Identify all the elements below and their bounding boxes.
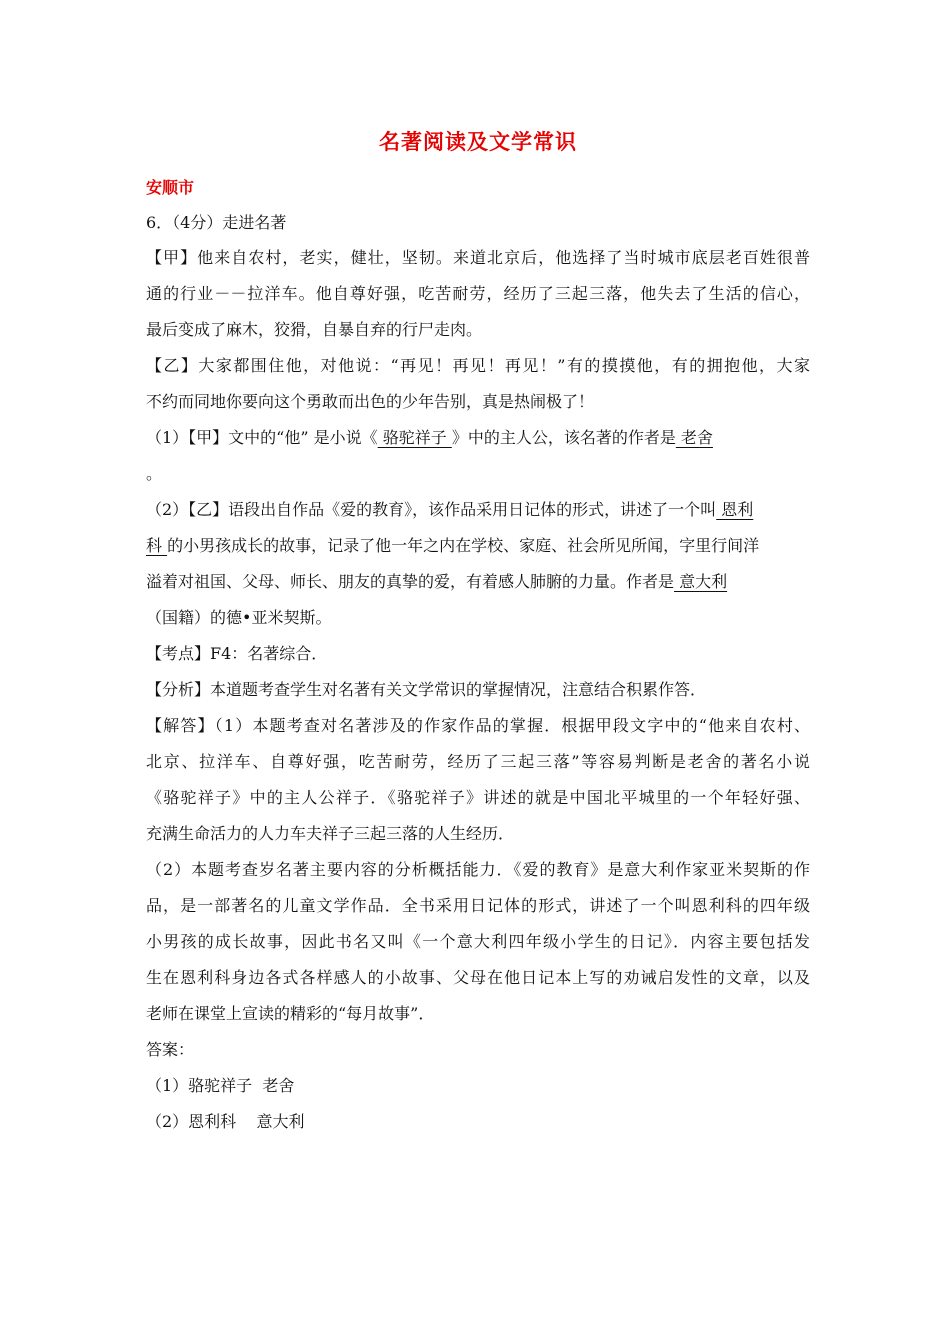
document-title: 名著阅读及文学常识 bbox=[379, 129, 577, 154]
question-number: 6．（4分）走进名著 bbox=[146, 213, 287, 232]
q2-line2-rest: 的小男孩成长的故事，记录了他一年之内在学校、家庭、社会所见所闻，字里行间洋 bbox=[167, 536, 760, 555]
q1-prefix: （1）【甲】文中的“他” 是小说《 bbox=[146, 428, 378, 447]
q2-line-3 bbox=[146, 564, 810, 600]
part2-line-3: 小男孩的成长故事，因此书名又叫《一个意大利四年级小学生的日记》．内容主要包括发 bbox=[146, 932, 810, 951]
jia-line-1: 【甲】他来自农村，老实，健壮，坚韧。来道北京后，他选择了当时城市底层老百姓很普 bbox=[146, 248, 810, 267]
part2-line-2: 品，是一部著名的儿童文学作品．全书采用日记体的形式，讲述了一个叫恩利科的四年级 bbox=[146, 896, 810, 915]
jia-line-3: 最后变成了麻木，狡猾，自暴自弃的行尸走肉。 bbox=[146, 320, 483, 339]
jieda-line-4: 充满生命活力的人力车夫祥子三起三落的人生经历． bbox=[146, 824, 515, 843]
jieda-line-3: 《骆驼祥子》中的主人公祥子．《骆驼祥子》讲述的就是中国北平城里的一个年轻好强、 bbox=[146, 788, 810, 807]
jia-line-2: 通的行业－－拉洋车。他自尊好强，吃苦耐劳，经历了三起三落，他失去了生活的信心， bbox=[146, 284, 810, 303]
q2-line-1 bbox=[146, 492, 810, 528]
q1-middle: 》中的主人公，该名著的作者是 bbox=[451, 428, 676, 447]
yi-line-2: 不约而同地你要向这个勇敢而出色的少年告别，真是热闹极了！ bbox=[146, 392, 595, 411]
answer-label: 答案： bbox=[146, 1040, 195, 1059]
part2-line-4: 生在恩利科身边各式各样感人的小故事、父母在他日记本上写的劝诫启发性的文章，以及 bbox=[146, 968, 810, 987]
q1-end: 。 bbox=[146, 464, 163, 483]
q2-line-2 bbox=[146, 528, 810, 564]
q1-line bbox=[146, 420, 810, 456]
q2-line1-prefix: （2）【乙】语段出自作品《爱的教育》，该作品采用日记体的形式，讲述了一个叫 bbox=[146, 500, 717, 519]
part2-line-5: 老师在课堂上宣读的精彩的“每月故事”． bbox=[146, 1004, 435, 1023]
part2-line-1: （2）本题考查岁名著主要内容的分析概括能力．《爱的教育》是意大利作家亚米契斯的作 bbox=[146, 860, 810, 879]
q2-blank-name-part2: 科 bbox=[146, 536, 168, 555]
q1-blank-novel: 骆驼祥子 bbox=[377, 428, 452, 447]
q2-blank-name-part1: 恩利 bbox=[716, 500, 754, 519]
jieda-line-2: 北京、拉洋车、自尊好强，吃苦耐劳，经历了三起三落”等容易判断是老舍的著名小说 bbox=[146, 752, 810, 771]
jieda-line-1: 【解答】（1）本题考查对名著涉及的作家作品的掌握．根据甲段文字中的“他来自农村、 bbox=[146, 716, 810, 735]
fenxi-line: 【分析】本道题考查学生对名著有关文学常识的掌握情况，注意结合积累作答． bbox=[146, 680, 707, 699]
q1-blank-author: 老舍 bbox=[675, 428, 713, 447]
q2-line3-prefix: 溢着对祖国、父母、师长、朋友的真挚的爱，有着感人肺腑的力量。作者是 bbox=[146, 572, 675, 591]
yi-line-1: 【乙】大家都围住他，对他说：“再见！再见！再见！”有的摸摸他，有的拥抱他，大家 bbox=[146, 356, 810, 375]
q2-blank-country: 意大利 bbox=[674, 572, 728, 591]
kaodian-line: 【考点】F4：名著综合． bbox=[146, 644, 328, 663]
q2-line-4: （国籍）的德•亚米契斯。 bbox=[146, 608, 332, 627]
document-page bbox=[146, 118, 810, 1140]
answer-line-2: （2）恩利科 意大利 bbox=[146, 1112, 305, 1131]
answer-line-1: （1）骆驼祥子 老舍 bbox=[146, 1076, 295, 1095]
region-heading: 安顺市 bbox=[146, 178, 195, 197]
